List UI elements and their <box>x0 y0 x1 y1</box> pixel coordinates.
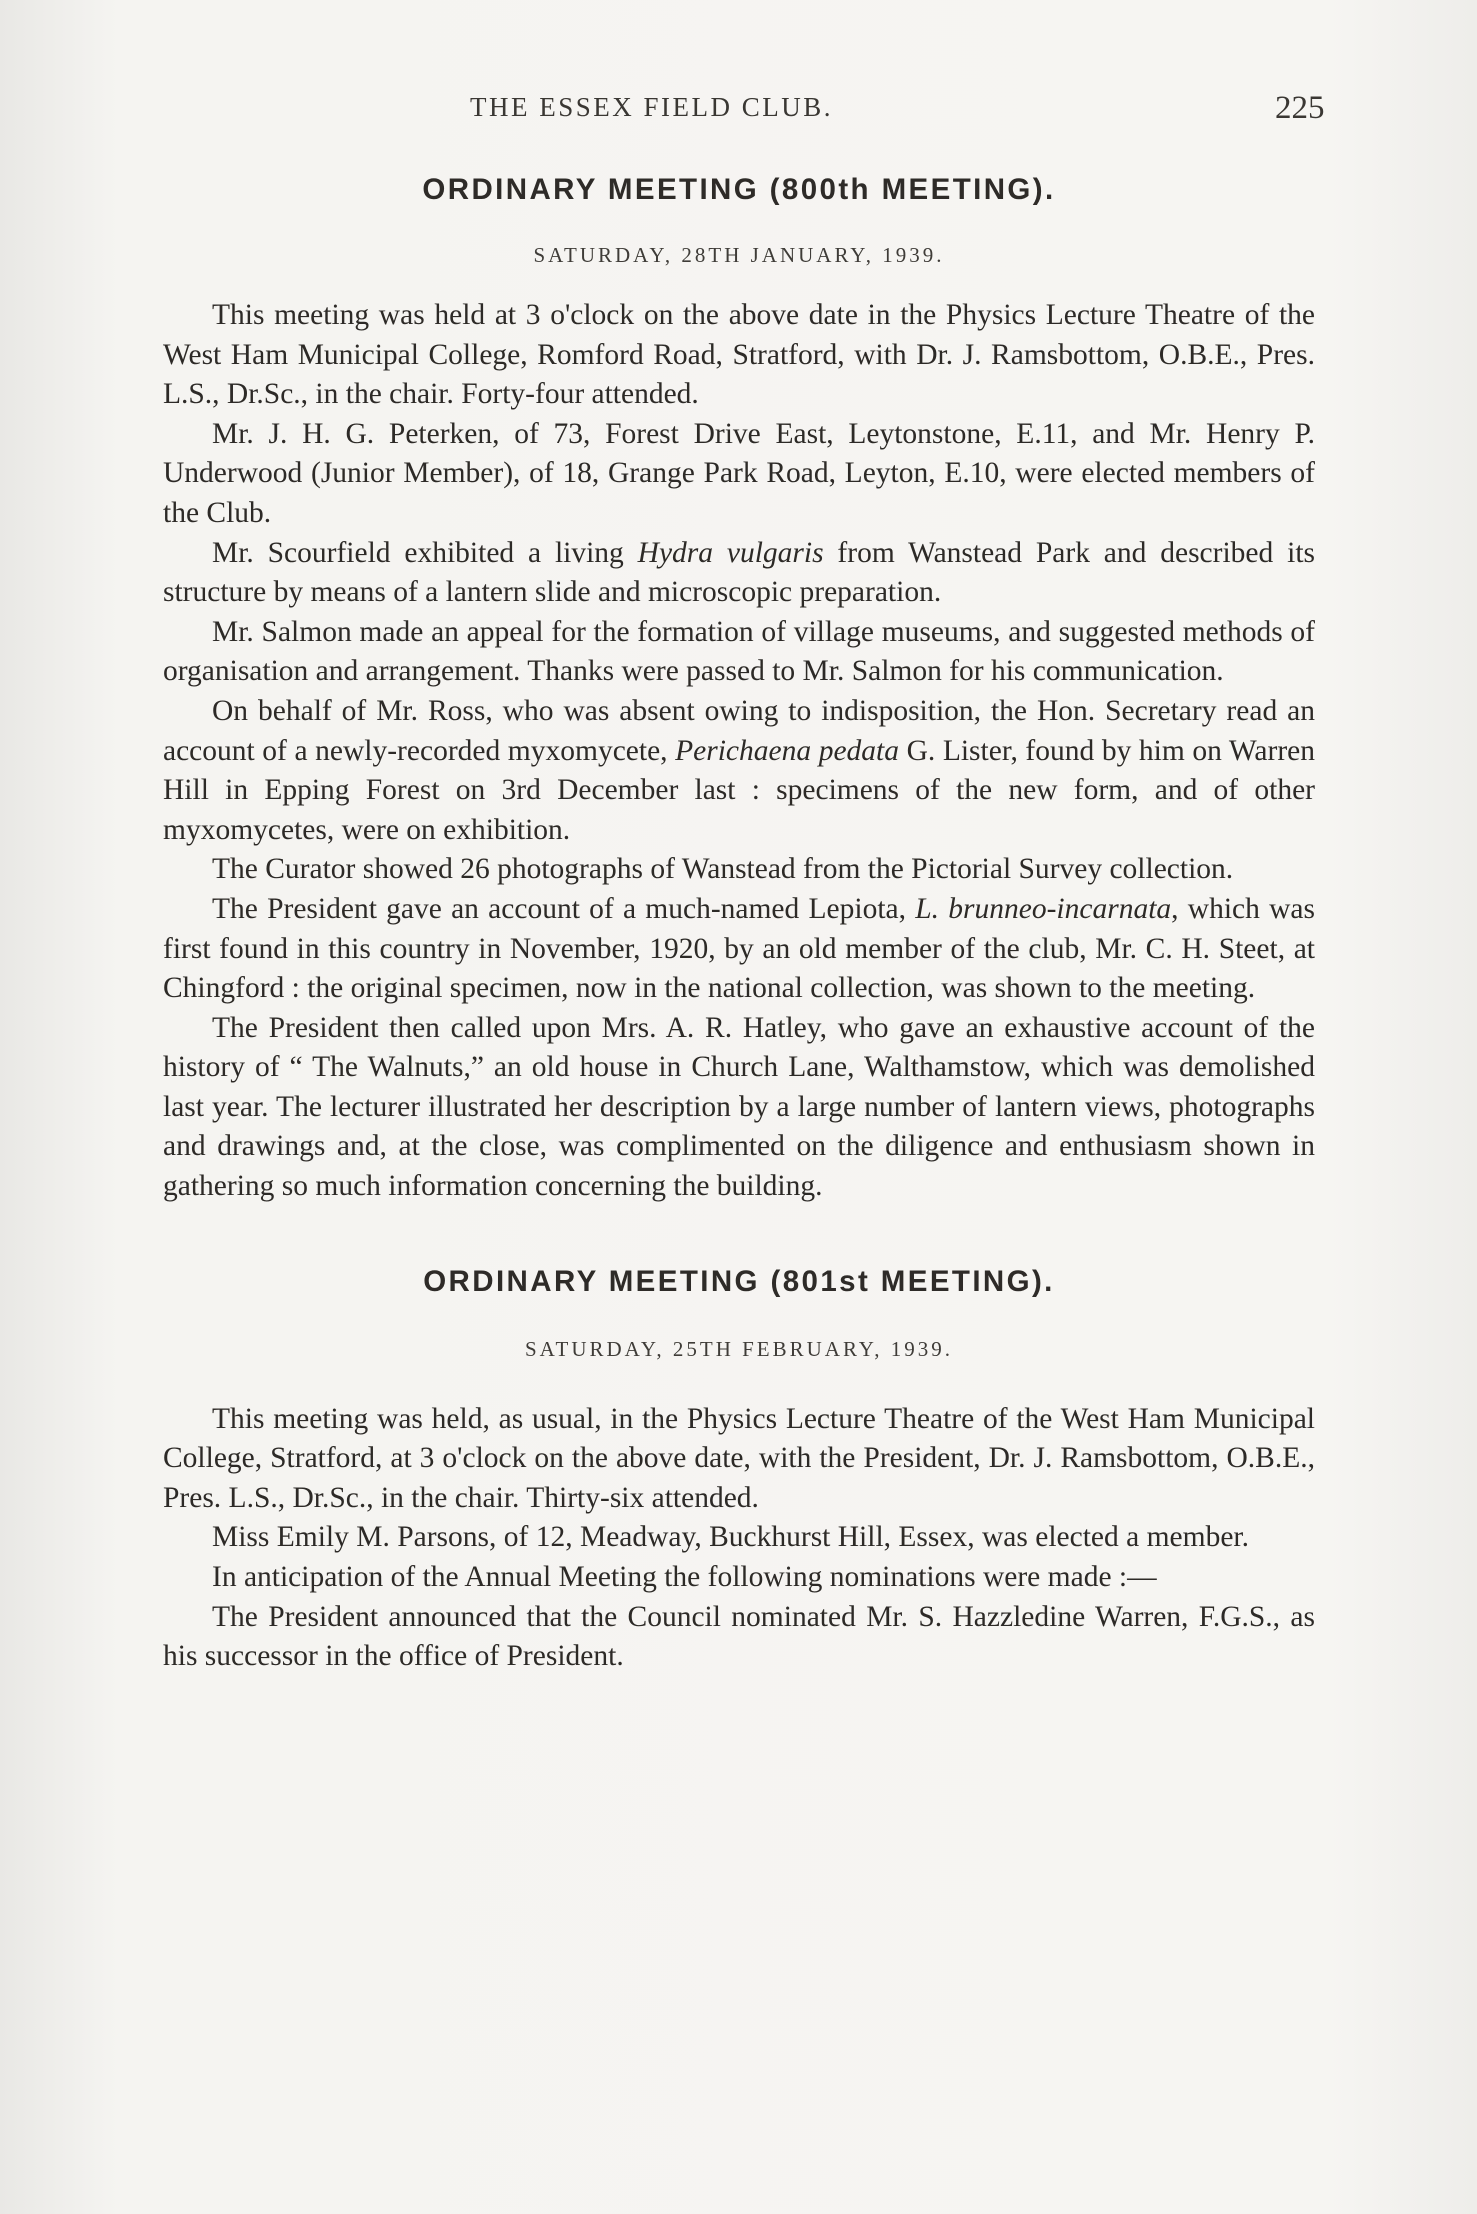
text-run: Mr. Salmon made an appeal for the formation of village museums, and suggested methods of organisation and arrangement. Thanks were passed to Mr. Salmon for his communication. <box>163 615 1315 688</box>
text-run: This meeting was held at 3 o'clock on the above date in the Physics Lecture Theatre of the West Ham Municipal College, Romford Road, Stratford, with Dr. J. Ramsbottom, O.B.E., Pres. L.S., Dr.Sc., in the chair. Forty-four attended. <box>163 299 1315 411</box>
text-run: This meeting was held, as usual, in the Physics Lecture Theatre of the West Ham Municipal College, Stratford, at 3 o'clock on the above date, with the President, Dr. J. Ramsbottom, O.B.E., Pres. L.S., Dr.Sc., in the chair. Thirty-six attended. <box>163 1402 1315 1514</box>
running-title: THE ESSEX FIELD CLUB. <box>470 92 833 122</box>
paragraph <box>163 415 1315 534</box>
text-run: On behalf of Mr. Ross, who was absent owing to indisposition, the Hon. Secretary read an account of a newly-recorded myxomycete, <box>163 694 1315 767</box>
text-run: The Curator showed 26 photographs of Wanstead from the Pictorial Survey collection. <box>212 853 1234 886</box>
paragraph <box>163 890 1315 1009</box>
paragraph <box>163 1518 1315 1558</box>
meeting-800-section <box>163 170 1315 1207</box>
meeting-date: SATURDAY, 25TH FEBRUARY, 1939. <box>524 1336 954 1361</box>
text-run: from Wanstead Park and described its structure by means of a lantern slide and microscopic preparation. <box>163 536 1315 609</box>
italic-term: Hydra vulgaris <box>637 536 824 569</box>
text-run: The President then called upon Mrs. A. R. Hatley, who gave an exhaustive account of the history of “ The Walnuts,” an old house in Church Lane, Walthamstow, which was demolished last year. The lecturer illustrated her description by a large number of lantern views, photographs and drawings and, at the close, was complimented on the diligence and enthusiasm shown in gathering so much information concerning the building. <box>163 1011 1315 1203</box>
paragraph <box>163 534 1315 613</box>
meeting-heading: ORDINARY MEETING (801st MEETING). <box>423 1264 1055 1298</box>
text-run: , which was first found in this country in November, 1920, by an old member of the club, Mr. C. H. Steet, at Chingford : the original specimen, now in the national collection, was shown to the meeting. <box>163 892 1315 1005</box>
paragraph <box>163 613 1315 692</box>
meeting-date: SATURDAY, 28TH JANUARY, 1939. <box>533 243 945 267</box>
text-run: Miss Emily M. Parsons, of 12, Meadway, Buckhurst Hill, Essex, was elected a member. <box>212 1521 1249 1554</box>
italic-term: Perichaena pedata <box>675 734 899 767</box>
meeting-paragraphs <box>163 296 1315 1207</box>
italic-term: L. brunneo-incarnata <box>915 892 1172 925</box>
page-body <box>163 170 1315 1677</box>
text-run: G. Lister, found by him on Warren Hill in Epping Forest on 3rd December last : specimens of the new form, and of other myxomycetes, were on exhibition. <box>163 734 1315 846</box>
text-run: In anticipation of the Annual Meeting the following nominations were made :— <box>212 1561 1157 1594</box>
page-number: 225 <box>1275 90 1325 126</box>
paragraph <box>163 1558 1315 1598</box>
text-run: The President gave an account of a much-named Lepiota, <box>212 892 916 925</box>
running-header <box>0 92 1477 132</box>
meeting-heading: ORDINARY MEETING (800th MEETING). <box>422 173 1056 206</box>
meeting-paragraphs <box>163 1400 1315 1677</box>
paragraph <box>163 1400 1315 1519</box>
meeting-801-section <box>163 1262 1315 1677</box>
paragraph <box>163 1598 1315 1677</box>
paragraph <box>163 850 1315 890</box>
paragraph <box>163 692 1315 850</box>
text-run: Mr. J. H. G. Peterken, of 73, Forest Drive East, Leytonstone, E.11, and Mr. Henry P. Underwood (Junior Member), of 18, Grange Park Road, Leyton, E.10, were elected members of the Club. <box>163 417 1315 529</box>
paragraph <box>163 296 1315 415</box>
text-run: Mr. Scourfield exhibited a living <box>212 536 638 569</box>
paragraph <box>163 1009 1315 1207</box>
text-run: The President announced that the Council nominated Mr. S. Hazzledine Warren, F.G.S., as his successor in the office of President. <box>163 1600 1315 1673</box>
